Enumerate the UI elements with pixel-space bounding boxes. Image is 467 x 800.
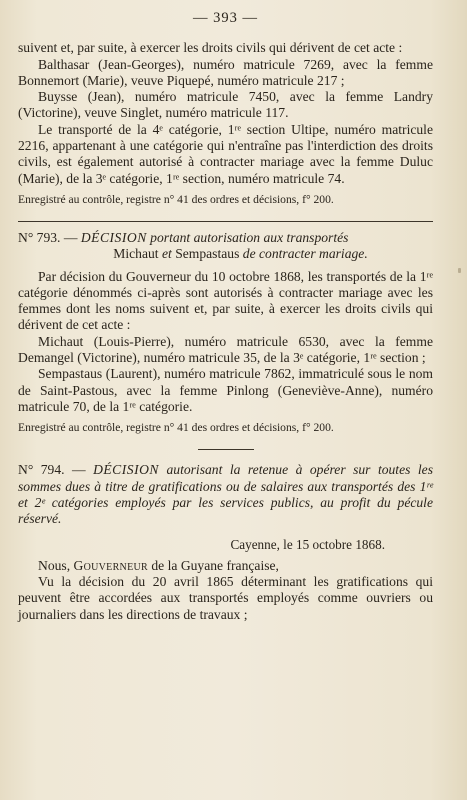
- preamble-suffix: de la Guyane française,: [147, 557, 279, 573]
- decision-heading: [18, 230, 433, 246]
- preamble: [18, 558, 433, 574]
- decision-keyword: DÉCISION: [80, 229, 147, 245]
- registration-note: Enregistré au contrôle, registre n° 41 des ordres et décisions, f° 200.: [18, 421, 334, 435]
- preamble-prefix: Nous,: [38, 557, 74, 573]
- heading-dash: —: [64, 462, 94, 478]
- person-name: Sempastaus: [175, 246, 240, 262]
- decision-keyword: DÉCISION: [93, 462, 159, 478]
- short-divider: [198, 449, 254, 450]
- registration-note: Enregistré au contrôle, registre n° 41 des ordres et décisions, f° 200.: [18, 192, 334, 206]
- decision-number: N° 794.: [18, 462, 65, 478]
- heading-text: portant autorisation aux transportés: [146, 229, 349, 245]
- page-number: — 393 —: [193, 10, 258, 26]
- paragraph: Par décision du Gouverneur du 10 octobre 1868, les transportés de la 1ʳᵉ catégorie dénommés ci-après sont autorisés à contracter mariage avec les femmes dont les noms suivent et, par suite, à exercer les droits civils qui dérivent de cet acte :: [18, 268, 433, 333]
- person-name: Michaut: [113, 246, 159, 262]
- decision-number: N° 793.: [18, 229, 61, 245]
- margin-mark: [458, 268, 461, 273]
- heading-text: autorisant la retenue à opérer sur toutes les sommes dues à titre de gratifications ou de salaires aux transportés des 1ʳᵉ et 2ᵉ catégories employés par les services publics, au profit du pécule réservé.: [18, 462, 433, 527]
- heading-text: de contracter mariage.: [239, 246, 368, 262]
- decision-date: Cayenne, le 15 octobre 1868.: [230, 537, 385, 553]
- governor-title: Gouverneur: [73, 557, 148, 573]
- paragraph: Buysse (Jean), numéro matricule 7450, avec la femme Landry (Victorine), veuve Singlet, numéro matricule 117.: [18, 89, 433, 121]
- decision-heading: [18, 462, 433, 527]
- paragraph: Balthasar (Jean-Georges), numéro matricule 7269, avec la femme Bonnemort (Marie), veuve Piquepé, numéro matricule 217 ;: [18, 56, 433, 88]
- paragraph: Michaut (Louis-Pierre), numéro matricule 6530, avec la femme Demangel (Victorine), numéro matricule 35, de la 3ᵉ catégorie, 1ʳᵉ section ;: [18, 333, 433, 366]
- heading-dash: —: [60, 229, 81, 245]
- paragraph: Sempastaus (Laurent), numéro matricule 7862, immatriculé sous le nom de Saint-Pastous, avec la femme Pinlong (Geneviève-Anne), numéro matricule 70, de la 1ʳᵉ catégorie.: [18, 366, 433, 414]
- section-divider: [18, 221, 433, 222]
- page-content: [18, 10, 433, 623]
- decision-heading-line2: [18, 246, 433, 262]
- heading-conjunction: et: [158, 246, 176, 262]
- paragraph: Le transporté de la 4ᵉ catégorie, 1ʳᵉ section Ultipe, numéro matricule 2216, appartenant à une catégorie qui n'entraîne pas l'interdiction des droits civils, est également autorisé à contracter mariage avec la femme Duluc (Marie), de la 3ᵉ catégorie, 1ʳᵉ section, numéro matricule 74.: [18, 121, 433, 186]
- paragraph: suivent et, par suite, à exercer les droits civils qui dérivent de cet acte :: [18, 40, 403, 56]
- paragraph: Vu la décision du 20 avril 1865 déterminant les gratifications qui peuvent être accordées aux transportés employés comme ouvriers ou journaliers dans les directions de travaux ;: [18, 574, 433, 622]
